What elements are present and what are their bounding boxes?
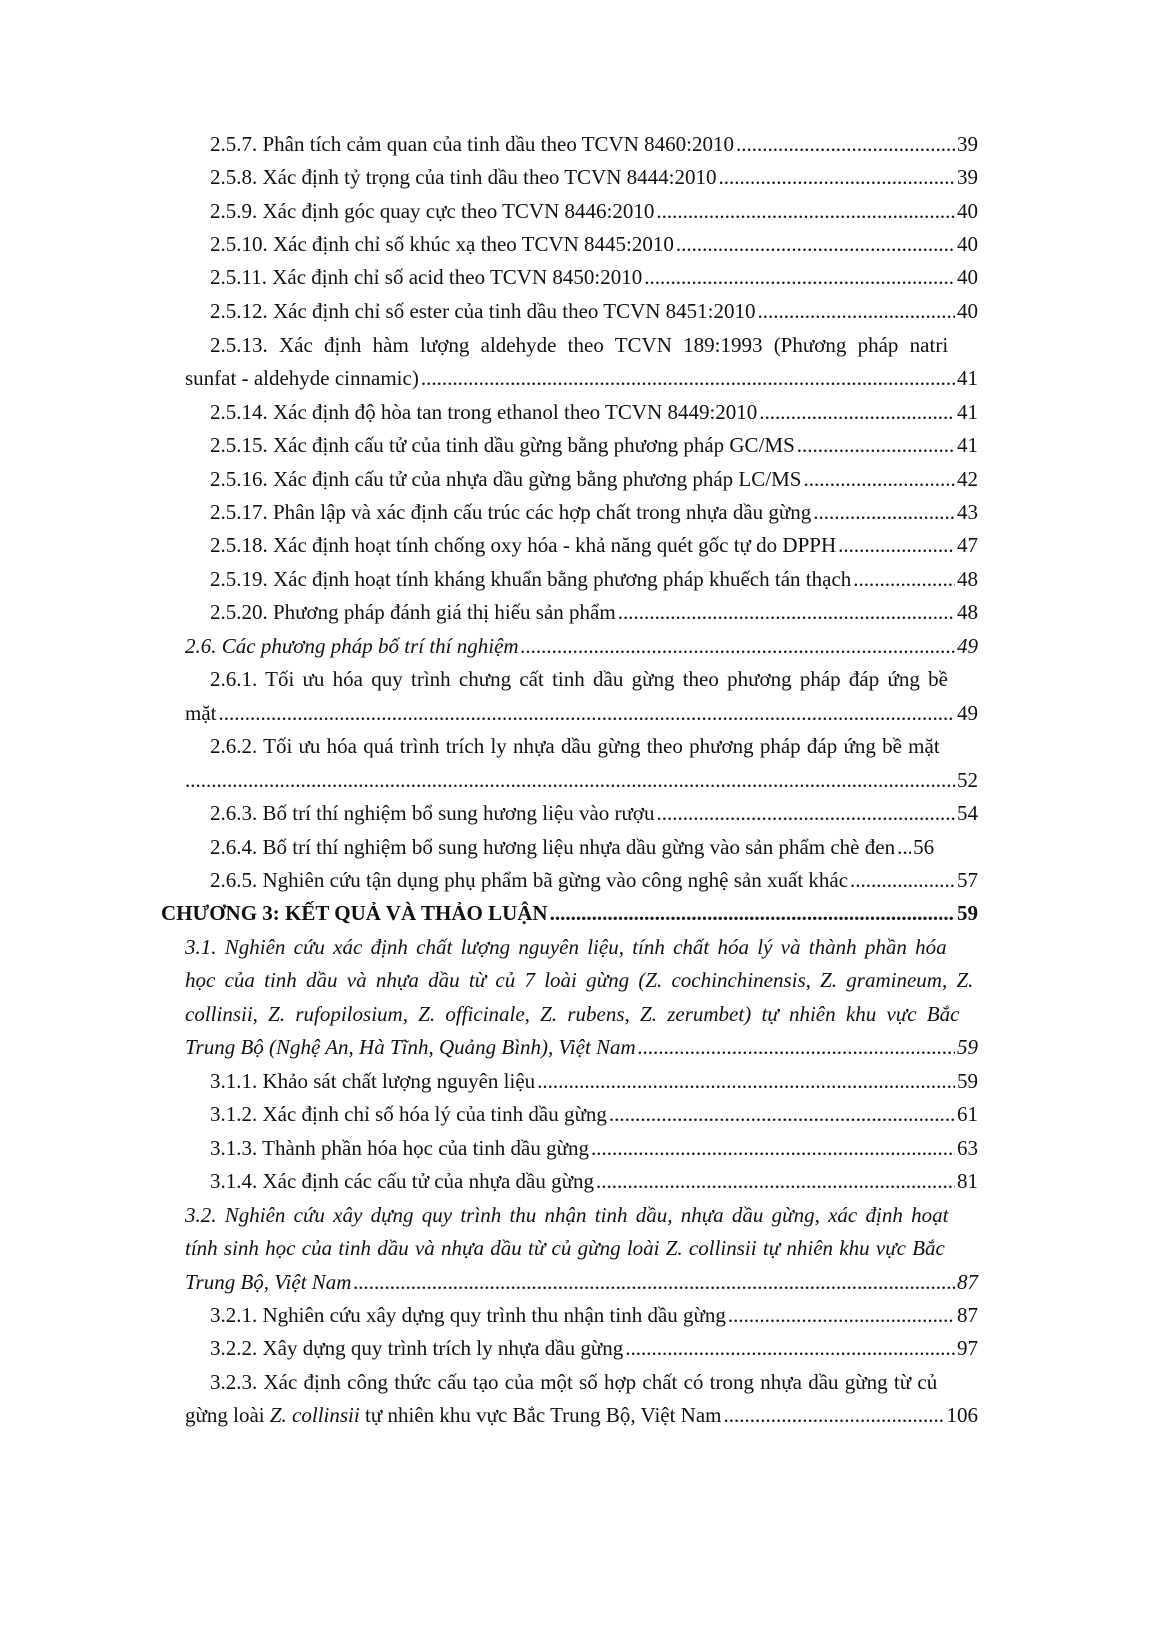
toc-leader: [521, 631, 955, 661]
toc-entry-2-5-9[interactable]: [210, 196, 978, 226]
toc-page-number: 40: [957, 199, 978, 223]
toc-title: tính sinh học của tinh dầu và nhựa dầu từ củ gừng loài Z. collinsii tự nhiên khu vực Bắc: [185, 1236, 945, 1260]
toc-page-number: 40: [957, 265, 978, 289]
toc-entry-2-5-20[interactable]: [210, 597, 978, 627]
toc-leader: [853, 564, 955, 594]
toc-page-number: 49: [957, 701, 978, 725]
toc-title: 3.2.2. Xây dựng quy trình trích ly nhựa dầu gừng: [210, 1336, 624, 1360]
toc-leader: [537, 1066, 955, 1096]
toc-title-part: tự nhiên khu vực Bắc Trung Bộ, Việt Nam: [359, 1403, 722, 1427]
toc-title: 2.5.14. Xác định độ hòa tan trong ethanol theo TCVN 8449:2010: [210, 400, 758, 424]
toc-entry-2-5-11[interactable]: [210, 262, 978, 292]
toc-entry-3-1-3[interactable]: [210, 1133, 978, 1163]
toc-title-part: gừng loài: [185, 1403, 270, 1427]
toc-leader: [759, 397, 955, 427]
toc-entry-3-1-1[interactable]: [210, 1066, 978, 1096]
toc-title: 2.5.7. Phân tích cảm quan của tinh dầu theo TCVN 8460:2010: [210, 132, 734, 156]
toc-title: 3.1. Nghiên cứu xác định chất lượng nguyên liệu, tính chất hóa lý và thành phần hóa: [185, 935, 947, 959]
toc-entry-3-2-1[interactable]: [210, 1300, 978, 1330]
toc-page-number: 48: [957, 567, 978, 591]
toc-title: sunfat - aldehyde cinnamic): [185, 366, 419, 390]
toc-title: 2.6.5. Nghiên cứu tận dụng phụ phẩm bã gừng vào công nghệ sản xuất khác: [210, 868, 849, 892]
toc-entry-2-5-14[interactable]: [210, 397, 978, 427]
toc-title: 2.6.3. Bố trí thí nghiệm bổ sung hương liệu vào rượu: [210, 801, 655, 825]
toc-entry-2-6-3[interactable]: [210, 798, 978, 828]
toc-leader: [728, 1300, 955, 1330]
toc-section-3-1-line3[interactable]: [185, 999, 978, 1029]
toc-title: 2.5.19. Xác định hoạt tính kháng khuẩn bằng phương pháp khuếch tán thạch: [210, 567, 852, 591]
toc-section-3-2-line3[interactable]: [185, 1267, 978, 1297]
toc-entry-2-5-13-line1[interactable]: [210, 330, 978, 360]
toc-page-number: 61: [957, 1102, 978, 1126]
toc-entry-2-6-1-line1[interactable]: [210, 664, 978, 694]
toc-page-number: 59: [957, 1069, 978, 1093]
toc-title: 2.5.20. Phương pháp đánh giá thị hiếu sản phẩm: [210, 600, 616, 624]
toc-leader: [850, 865, 955, 895]
toc-page-number: 54: [957, 801, 978, 825]
toc-title: 3.1.1. Khảo sát chất lượng nguyên liệu: [210, 1069, 536, 1093]
toc-title: 3.1.2. Xác định chỉ số hóa lý của tinh dầu gừng: [210, 1102, 607, 1126]
toc-entry-2-5-7[interactable]: [210, 129, 978, 159]
toc-title: 3.2. Nghiên cứu xây dựng quy trình thu nhận tinh dầu, nhựa dầu gừng, xác định hoạt: [185, 1203, 949, 1227]
toc-title: học của tinh dầu và nhựa dầu từ củ 7 loài gừng (Z. cochinchinensis, Z. gramineum, Z.: [185, 968, 974, 992]
toc-entry-2-5-12[interactable]: [210, 296, 978, 326]
toc-title: 2.5.15. Xác định cấu tử của tinh dầu gừng bằng phương pháp GC/MS: [210, 433, 795, 457]
toc-page-number: 87: [957, 1270, 978, 1294]
toc-title: 2.5.17. Phân lập và xác định cấu trúc các hợp chất trong nhựa dầu gừng: [210, 500, 812, 524]
toc-entry-2-5-8[interactable]: [210, 162, 978, 192]
toc-entry-3-2-2[interactable]: [210, 1333, 978, 1363]
toc-page-number: 40: [957, 299, 978, 323]
toc-page-number: 43: [957, 500, 978, 524]
toc-page-number: 59: [957, 901, 978, 925]
toc-title: 2.5.8. Xác định tỷ trọng của tinh dầu theo TCVN 8444:2010: [210, 165, 717, 189]
toc-leader: [676, 229, 955, 259]
toc-entry-2-6-2-line2[interactable]: [185, 765, 978, 795]
toc-section-3-1-line4[interactable]: [185, 1032, 978, 1062]
species-name: Z. collinsii: [269, 1403, 360, 1427]
toc-title: 2.5.9. Xác định góc quay cực theo TCVN 8446:2010: [210, 199, 655, 223]
toc-section-3-2-line2[interactable]: [185, 1233, 978, 1263]
toc-title: 2.5.16. Xác định cấu tử của nhựa dầu gừng bằng phương pháp LC/MS: [210, 467, 802, 491]
toc-leader: [656, 196, 955, 226]
toc-title: collinsii, Z. rufopilosium, Z. officinale, Z. rubens, Z. zerumbet) tự nhiên khu vực Bắc: [185, 1002, 960, 1026]
toc-chapter-3[interactable]: [161, 898, 978, 928]
toc-title: 2.6.1. Tối ưu hóa quy trình chưng cất tinh dầu gừng theo phương pháp đáp ứng bề: [210, 667, 948, 691]
toc-entry-3-2-3-line1[interactable]: [210, 1367, 978, 1397]
toc-leader: [638, 1032, 955, 1062]
toc-leader: [736, 129, 955, 159]
toc-entry-2-5-19[interactable]: [210, 564, 978, 594]
toc-entry-2-5-18[interactable]: [210, 530, 978, 560]
toc-page-number: 81: [957, 1169, 978, 1193]
toc-page-number: 97: [957, 1336, 978, 1360]
toc-title: 2.5.11. Xác định chỉ số acid theo TCVN 8450:2010: [210, 265, 643, 289]
toc-leader: [421, 363, 955, 393]
toc-title: 3.2.1. Nghiên cứu xây dựng quy trình thu nhận tinh dầu gừng: [210, 1303, 726, 1327]
toc-title: 2.5.13. Xác định hàm lượng aldehyde theo TCVN 189:1993 (Phương pháp natri: [210, 333, 949, 357]
toc-leader: [550, 898, 955, 928]
toc-entry-2-6-2-line1[interactable]: [210, 731, 978, 761]
toc-section-3-2-line1[interactable]: [185, 1200, 978, 1230]
toc-page-number: 57: [957, 868, 978, 892]
toc-entry-2-6-1-line2[interactable]: [185, 698, 978, 728]
toc-section-3-1-line1[interactable]: [185, 932, 978, 962]
toc-page-number: 52: [957, 768, 978, 792]
toc-leader: [838, 530, 955, 560]
toc-leader: [813, 497, 955, 527]
toc-title: 3.1.3. Thành phần hóa học của tinh dầu gừng: [210, 1136, 589, 1160]
toc-leader: [897, 832, 911, 862]
toc-title: Trung Bộ, Việt Nam: [185, 1270, 352, 1294]
toc-page-number: 49: [957, 634, 978, 658]
toc-leader: [803, 464, 955, 494]
toc-page-number: 40: [957, 232, 978, 256]
toc-page-number: 41: [957, 433, 978, 457]
toc-leader: [219, 698, 956, 728]
toc-page-number: 59: [957, 1035, 978, 1059]
toc-entry-3-1-4[interactable]: [210, 1166, 978, 1196]
toc-page-number: 106: [946, 1403, 978, 1427]
toc-entry-3-1-2[interactable]: [210, 1099, 978, 1129]
toc-entry-2-5-16[interactable]: [210, 464, 978, 494]
toc-leader: [657, 798, 955, 828]
toc-leader: [718, 162, 955, 192]
toc-leader: [797, 430, 955, 460]
toc-title: 2.6.4. Bố trí thí nghiệm bổ sung hương liệu nhựa dầu gừng vào sản phẩm chè đen: [210, 835, 896, 859]
toc-title: 3.1.4. Xác định các cấu tử của nhựa dầu gừng: [210, 1169, 595, 1193]
toc-page-number: 56: [913, 835, 935, 859]
toc-entry-2-5-10[interactable]: [210, 229, 978, 259]
toc-title: Trung Bộ (Nghệ An, Hà Tĩnh, Quảng Bình), Việt Nam: [185, 1035, 636, 1059]
toc-page-number: 39: [957, 165, 978, 189]
toc-section-2-6[interactable]: [185, 631, 978, 661]
toc-entry-2-5-17[interactable]: [210, 497, 978, 527]
toc-page-number: 48: [957, 600, 978, 624]
toc-page-number: 42: [957, 467, 978, 491]
toc-leader: [591, 1133, 955, 1163]
toc-leader: [609, 1099, 955, 1129]
toc-section-3-1-line2[interactable]: [185, 965, 978, 995]
toc-title: 3.2.3. Xác định công thức cấu tạo của một số hợp chất có trong nhựa dầu gừng từ củ: [210, 1370, 938, 1394]
toc-title: [185, 1400, 722, 1430]
toc-entry-2-5-13-line2[interactable]: [185, 363, 978, 393]
toc-title: 2.5.18. Xác định hoạt tính chống oxy hóa - khả năng quét gốc tự do DPPH: [210, 533, 837, 557]
toc-leader: [185, 765, 955, 795]
toc-entry-2-6-4[interactable]: [210, 832, 978, 862]
toc-title: CHƯƠNG 3: KẾT QUẢ VÀ THẢO LUẬN: [161, 901, 548, 925]
toc-title: 2.6. Các phương pháp bố trí thí nghiệm: [185, 634, 519, 658]
toc-page-number: 87: [957, 1303, 978, 1327]
toc-entry-2-6-5[interactable]: [210, 865, 978, 895]
toc-title: 2.5.10. Xác định chỉ số khúc xạ theo TCVN 8445:2010: [210, 232, 674, 256]
toc-leader: [596, 1166, 955, 1196]
toc-page-number: 39: [957, 132, 978, 156]
toc-leader: [644, 262, 955, 292]
toc-leader: [618, 597, 955, 627]
toc-leader: [353, 1267, 955, 1297]
toc-page-number: 41: [957, 366, 978, 390]
toc-title: 2.5.12. Xác định chỉ số ester của tinh dầu theo TCVN 8451:2010: [210, 299, 756, 323]
toc-entry-3-2-3-line2[interactable]: [185, 1400, 978, 1430]
toc-leader: [724, 1400, 945, 1430]
toc-page-number: 63: [957, 1136, 978, 1160]
toc-leader: [625, 1333, 955, 1363]
toc-page-number: 47: [957, 533, 978, 557]
toc-title: mặt: [185, 701, 217, 725]
toc-leader: [758, 296, 955, 326]
toc-entry-2-5-15[interactable]: [210, 430, 978, 460]
toc-page-number: 41: [957, 400, 978, 424]
toc-title: 2.6.2. Tối ưu hóa quá trình trích ly nhựa dầu gừng theo phương pháp đáp ứng bề mặt: [210, 734, 940, 758]
